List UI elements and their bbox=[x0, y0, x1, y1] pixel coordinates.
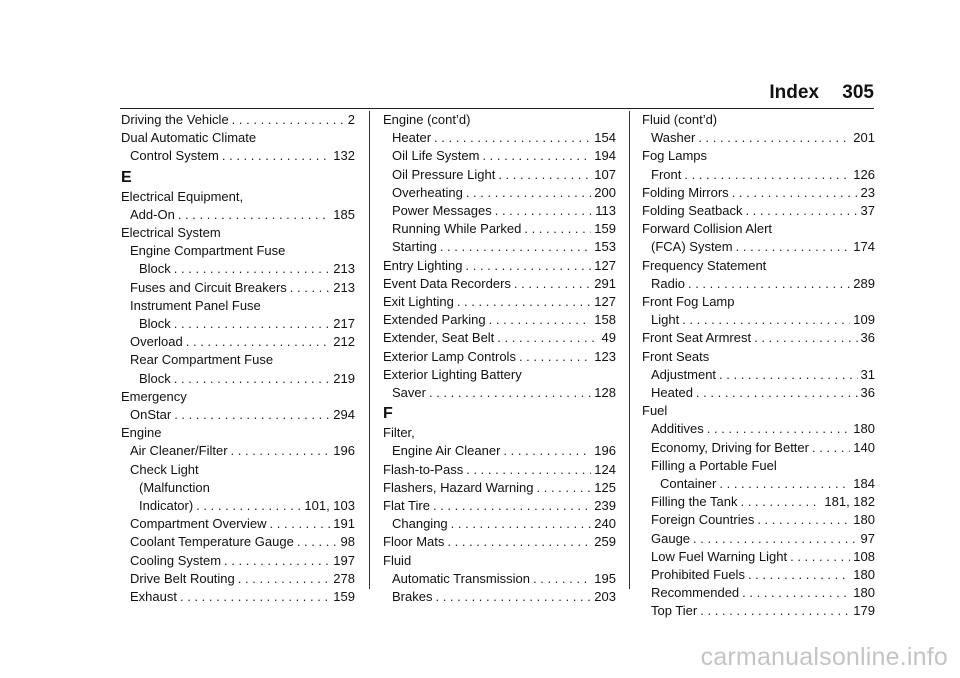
page-number: 124 bbox=[594, 461, 616, 477]
entry-text: Prohibited Fuels bbox=[651, 567, 745, 583]
entry-text: Power Messages bbox=[392, 203, 492, 219]
page-number: 200 bbox=[594, 184, 616, 200]
entry-text: Washer bbox=[651, 130, 696, 146]
page-number: 23 bbox=[860, 184, 875, 200]
index-heading: Fog Lamps bbox=[642, 148, 708, 164]
page-number: 259 bbox=[594, 534, 616, 550]
dot-leader bbox=[451, 515, 592, 533]
entry-text: Container bbox=[660, 476, 717, 492]
page-number: 98 bbox=[340, 534, 355, 550]
dot-leader bbox=[497, 329, 598, 347]
dot-leader bbox=[238, 570, 331, 588]
dot-leader bbox=[790, 548, 850, 566]
page-number: 2 bbox=[347, 112, 355, 127]
page-number: 109 bbox=[853, 312, 875, 328]
dot-leader bbox=[174, 370, 331, 388]
index-entry bbox=[121, 552, 355, 570]
dot-leader bbox=[700, 602, 850, 620]
dot-leader bbox=[270, 515, 331, 533]
dot-leader bbox=[180, 588, 330, 606]
dot-leader bbox=[222, 147, 330, 165]
dot-leader bbox=[495, 202, 593, 220]
dot-leader bbox=[232, 111, 345, 129]
page-number: 179 bbox=[853, 603, 875, 619]
dot-leader bbox=[696, 384, 858, 402]
page-number: 159 bbox=[594, 221, 616, 237]
index-heading: Electrical Equipment, bbox=[121, 188, 244, 204]
dot-leader bbox=[684, 166, 850, 184]
page-number: 126 bbox=[853, 166, 875, 182]
index-column-2 bbox=[383, 111, 616, 606]
index-entry bbox=[642, 548, 875, 566]
index-heading: Rear Compartment Fuse bbox=[130, 352, 274, 368]
dot-leader bbox=[489, 311, 592, 329]
index-entry bbox=[121, 333, 355, 351]
entry-text: Cooling System bbox=[130, 552, 222, 568]
index-entry bbox=[383, 384, 616, 402]
dot-leader bbox=[514, 275, 591, 293]
dot-leader bbox=[688, 275, 850, 293]
dot-leader bbox=[297, 533, 338, 551]
index-entry bbox=[121, 315, 355, 333]
entry-text: Overheating bbox=[392, 184, 463, 200]
page-number: 113 bbox=[595, 203, 616, 219]
index-entry bbox=[121, 533, 355, 551]
index-entry bbox=[121, 279, 355, 297]
entry-text: Coolant Temperature Gauge bbox=[130, 534, 294, 550]
entry-text: Overload bbox=[130, 334, 183, 350]
entry-text: Recommended bbox=[651, 585, 740, 601]
index-entry bbox=[642, 493, 875, 511]
dot-leader bbox=[503, 442, 591, 460]
entry-text: Front Seat Armrest bbox=[642, 330, 752, 346]
index-entry bbox=[642, 202, 875, 220]
index-entry bbox=[383, 275, 616, 293]
index-entry bbox=[642, 566, 875, 584]
index-entry bbox=[121, 406, 355, 424]
dot-leader bbox=[466, 257, 592, 275]
page-number: 291 bbox=[594, 275, 616, 291]
index-entry bbox=[383, 129, 616, 147]
index-entry bbox=[642, 584, 875, 602]
page-number: 125 bbox=[594, 479, 616, 495]
index-entry bbox=[121, 260, 355, 278]
entry-text: Control System bbox=[130, 148, 219, 164]
page-number: 132 bbox=[333, 148, 355, 164]
dot-leader bbox=[693, 530, 857, 548]
entry-text: OnStar bbox=[130, 407, 172, 423]
dot-leader bbox=[812, 439, 850, 457]
entry-text: Saver bbox=[392, 385, 426, 401]
index-heading: Exterior Lighting Battery bbox=[383, 366, 522, 382]
index-heading: Fluid (cont’d) bbox=[642, 112, 718, 127]
entry-text: Gauge bbox=[651, 530, 691, 546]
page-number: 123 bbox=[594, 348, 616, 364]
page-number: 101, 103 bbox=[304, 498, 355, 514]
dot-leader bbox=[719, 475, 850, 493]
page-number: 36 bbox=[860, 330, 875, 346]
entry-text: Block bbox=[139, 261, 171, 277]
dot-leader bbox=[719, 366, 857, 384]
index-entry bbox=[121, 497, 355, 515]
index-entry bbox=[642, 602, 875, 620]
page-number: 197 bbox=[333, 552, 355, 568]
index-entry bbox=[121, 570, 355, 588]
page-number: 127 bbox=[594, 257, 616, 273]
index-entry bbox=[121, 147, 355, 165]
page-number: 180 bbox=[853, 567, 875, 583]
entry-text: Extender, Seat Belt bbox=[383, 330, 495, 346]
entry-text: Low Fuel Warning Light bbox=[651, 548, 788, 564]
index-heading: Engine Compartment Fuse bbox=[130, 243, 286, 259]
dot-leader bbox=[742, 584, 850, 602]
dot-leader bbox=[435, 588, 591, 606]
index-heading: Electrical System bbox=[121, 225, 221, 241]
watermark: carmanualsonline.info bbox=[700, 643, 948, 671]
entry-text: Radio bbox=[651, 275, 685, 291]
index-heading: Fuel bbox=[642, 403, 668, 419]
index-heading: Filter, bbox=[383, 425, 415, 441]
index-heading: Engine (cont’d) bbox=[383, 112, 471, 127]
entry-text: Driving the Vehicle bbox=[121, 112, 229, 127]
index-entry bbox=[642, 129, 875, 147]
index-heading: Forward Collision Alert bbox=[642, 221, 773, 237]
page-number: 180 bbox=[853, 512, 875, 528]
page-number: 37 bbox=[860, 203, 875, 219]
page-number: 31 bbox=[860, 366, 875, 382]
index-heading: Front Fog Lamp bbox=[642, 294, 735, 310]
page-header bbox=[120, 78, 874, 109]
dot-leader bbox=[754, 329, 857, 347]
entry-text: Air Cleaner/Filter bbox=[130, 443, 228, 459]
index-entry bbox=[642, 184, 875, 202]
dot-leader bbox=[440, 238, 591, 256]
page-number: 191 bbox=[333, 516, 355, 532]
entry-text: Running While Parked bbox=[392, 221, 522, 237]
index-entry bbox=[383, 497, 616, 515]
index-entry bbox=[383, 184, 616, 202]
entry-text: Block bbox=[139, 316, 171, 332]
dot-leader bbox=[178, 206, 330, 224]
dot-leader bbox=[537, 479, 592, 497]
entry-text: Additives bbox=[651, 421, 704, 437]
page-number: 180 bbox=[853, 421, 875, 437]
page-number: 212 bbox=[333, 334, 355, 350]
index-entry bbox=[383, 570, 616, 588]
page-number: 180 bbox=[853, 585, 875, 601]
page-number: 158 bbox=[594, 312, 616, 328]
index-entry bbox=[383, 220, 616, 238]
index-column-1 bbox=[121, 111, 355, 606]
dot-leader bbox=[533, 570, 591, 588]
index-entry bbox=[383, 311, 616, 329]
entry-text: Heater bbox=[392, 130, 432, 146]
dot-leader bbox=[745, 202, 857, 220]
page-number: 181, 182 bbox=[824, 494, 875, 510]
page-number: 127 bbox=[594, 294, 616, 310]
index-entry bbox=[642, 329, 875, 347]
entry-text: Floor Mats bbox=[383, 534, 445, 550]
page-number: 140 bbox=[853, 439, 875, 455]
page-number: 203 bbox=[594, 589, 616, 605]
entry-text: Foreign Countries bbox=[651, 512, 755, 528]
index-entry bbox=[383, 533, 616, 551]
page-number: 174 bbox=[853, 239, 875, 255]
entry-text: Front bbox=[651, 166, 682, 182]
page-number: 107 bbox=[594, 166, 616, 182]
dot-leader bbox=[231, 442, 331, 460]
index-heading: Frequency Statement bbox=[642, 257, 767, 273]
page-number: 239 bbox=[594, 498, 616, 514]
page-number: 108 bbox=[853, 548, 875, 564]
dot-leader bbox=[707, 420, 851, 438]
entry-text: Folding Mirrors bbox=[642, 184, 729, 200]
dot-leader bbox=[682, 311, 850, 329]
index-entry bbox=[383, 461, 616, 479]
page-number: 201 bbox=[853, 130, 875, 146]
dot-leader bbox=[434, 129, 591, 147]
page-number: 217 bbox=[333, 316, 355, 332]
index-heading: Fluid bbox=[383, 552, 412, 568]
page-number: 213 bbox=[333, 279, 355, 295]
page-number: 213 bbox=[333, 261, 355, 277]
index-entry bbox=[642, 311, 875, 329]
dot-leader bbox=[524, 220, 591, 238]
section-letter: E bbox=[121, 168, 132, 186]
entry-text: Exterior Lamp Controls bbox=[383, 348, 516, 364]
dot-leader bbox=[519, 348, 591, 366]
entry-text: Flat Tire bbox=[383, 498, 430, 514]
index-heading: Filling a Portable Fuel bbox=[651, 457, 777, 473]
page-number: 36 bbox=[860, 385, 875, 401]
index-entry bbox=[383, 238, 616, 256]
page-number: 294 bbox=[333, 407, 355, 423]
entry-text: Economy, Driving for Better bbox=[651, 439, 809, 455]
entry-text: Flash-to-Pass bbox=[383, 461, 464, 477]
entry-text: Adjustment bbox=[651, 366, 717, 382]
entry-text: Exhaust bbox=[130, 589, 177, 605]
entry-text: Folding Seatback bbox=[642, 203, 743, 219]
section-letter: F bbox=[383, 405, 393, 423]
index-entry bbox=[642, 475, 875, 493]
index-entry bbox=[121, 442, 355, 460]
index-column-3 bbox=[642, 111, 875, 621]
entry-text: Add-On bbox=[130, 206, 175, 222]
page-number: 154 bbox=[594, 130, 616, 146]
dot-leader bbox=[757, 511, 850, 529]
dot-leader bbox=[740, 493, 821, 511]
entry-text: Changing bbox=[392, 516, 448, 532]
entry-text: Entry Lighting bbox=[383, 257, 463, 273]
index-entry bbox=[642, 238, 875, 256]
index-entry bbox=[642, 420, 875, 438]
dot-leader bbox=[224, 552, 330, 570]
index-heading: Emergency bbox=[121, 388, 187, 404]
entry-text: Fuses and Circuit Breakers bbox=[130, 279, 287, 295]
index-entry bbox=[383, 479, 616, 497]
entry-text: (FCA) System bbox=[651, 239, 733, 255]
page-number: 195 bbox=[594, 570, 616, 586]
index-entry bbox=[642, 439, 875, 457]
entry-text: Engine Air Cleaner bbox=[392, 443, 501, 459]
index-entry bbox=[642, 384, 875, 402]
dot-leader bbox=[196, 497, 301, 515]
dot-leader bbox=[433, 497, 591, 515]
entry-text: Extended Parking bbox=[383, 312, 486, 328]
dot-leader bbox=[466, 184, 591, 202]
index-entry bbox=[383, 202, 616, 220]
dot-leader bbox=[466, 461, 591, 479]
entry-text: Event Data Recorders bbox=[383, 275, 511, 291]
entry-text: Flashers, Hazard Warning bbox=[383, 479, 534, 495]
index-heading: Front Seats bbox=[642, 348, 710, 364]
dot-leader bbox=[290, 279, 331, 297]
index-entry bbox=[121, 515, 355, 533]
index-entry bbox=[121, 370, 355, 388]
dot-leader bbox=[457, 293, 591, 311]
column-divider bbox=[629, 111, 630, 589]
entry-text: Indicator) bbox=[139, 498, 194, 514]
index-entry bbox=[383, 293, 616, 311]
dot-leader bbox=[698, 129, 850, 147]
page-number: 219 bbox=[333, 370, 355, 386]
dot-leader bbox=[498, 166, 591, 184]
entry-text: Top Tier bbox=[651, 603, 698, 619]
page-number: 194 bbox=[594, 148, 616, 164]
entry-text: Filling the Tank bbox=[651, 494, 738, 510]
index-entry bbox=[383, 442, 616, 460]
dot-leader bbox=[732, 184, 858, 202]
entry-text: Oil Life System bbox=[392, 148, 480, 164]
page-number: 240 bbox=[594, 516, 616, 532]
page-number: 97 bbox=[860, 530, 875, 546]
entry-text: Compartment Overview bbox=[130, 516, 267, 532]
page-number: 185 bbox=[333, 206, 355, 222]
index-entry bbox=[383, 329, 616, 347]
index-entry bbox=[642, 275, 875, 293]
page-number: 289 bbox=[853, 275, 875, 291]
page-title: Index 305 bbox=[769, 82, 874, 103]
index-entry bbox=[121, 111, 355, 129]
index-heading: (Malfunction bbox=[139, 479, 210, 495]
page-number: 153 bbox=[594, 239, 616, 255]
index-entry bbox=[383, 588, 616, 606]
entry-text: Oil Pressure Light bbox=[392, 166, 496, 182]
entry-text: Starting bbox=[392, 239, 437, 255]
index-entry bbox=[642, 366, 875, 384]
index-entry bbox=[383, 147, 616, 165]
page-number: 128 bbox=[594, 385, 616, 401]
page-number: 196 bbox=[333, 443, 355, 459]
entry-text: Block bbox=[139, 370, 171, 386]
dot-leader bbox=[174, 406, 330, 424]
index-heading: Instrument Panel Fuse bbox=[130, 297, 261, 313]
dot-leader bbox=[174, 260, 331, 278]
index-entry bbox=[121, 206, 355, 224]
entry-text: Exit Lighting bbox=[383, 294, 454, 310]
column-divider bbox=[369, 111, 370, 589]
dot-leader bbox=[447, 533, 591, 551]
page-number: 184 bbox=[853, 476, 875, 492]
dot-leader bbox=[482, 147, 591, 165]
index-heading: Dual Automatic Climate bbox=[121, 130, 257, 146]
index-heading: Check Light bbox=[130, 461, 199, 477]
index-entry bbox=[383, 515, 616, 533]
index-entry bbox=[642, 511, 875, 529]
dot-leader bbox=[736, 238, 851, 256]
index-heading: Engine bbox=[121, 425, 162, 441]
index-entry bbox=[383, 257, 616, 275]
index-entry bbox=[642, 166, 875, 184]
index-entry bbox=[383, 348, 616, 366]
entry-text: Brakes bbox=[392, 589, 433, 605]
entry-text: Heated bbox=[651, 385, 693, 401]
dot-leader bbox=[174, 315, 331, 333]
dot-leader bbox=[748, 566, 850, 584]
dot-leader bbox=[429, 384, 591, 402]
dot-leader bbox=[186, 333, 331, 351]
index-entry bbox=[121, 588, 355, 606]
index-entry bbox=[642, 530, 875, 548]
page-number: 159 bbox=[333, 589, 355, 605]
index-entry bbox=[383, 166, 616, 184]
entry-text: Automatic Transmission bbox=[392, 570, 530, 586]
page-number: 196 bbox=[594, 443, 616, 459]
entry-text: Light bbox=[651, 312, 680, 328]
entry-text: Drive Belt Routing bbox=[130, 570, 235, 586]
page-number: 49 bbox=[601, 330, 616, 346]
page-number: 278 bbox=[333, 570, 355, 586]
